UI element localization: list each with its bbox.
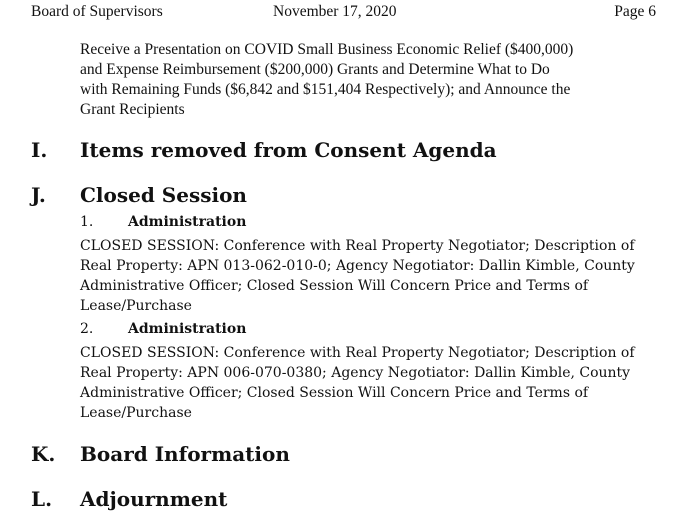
item-title: Administration [128,214,247,230]
section-title: Closed Session [80,183,247,207]
item-description: CLOSED SESSION: Conference with Real Property Negotiator; Description of Real Property: APN 013-062-010-0; Agency Negotiator: Dallin Kimble, County Administrative Officer; Closed Session Will Concern Price and Terms of Lease/Purchase [80,238,635,314]
section-letter: J. [31,183,46,207]
item-description: CLOSED SESSION: Conference with Real Property Negotiator; Description of Real Property: APN 006-070-0380; Agency Negotiator: Dallin Kimble, County Administrative Officer; Closed Session Will Concern Price and Terms of Lease/Purchase [80,345,635,421]
section-title: Adjournment [80,487,228,511]
intro-paragraph: Receive a Presentation on COVID Small Business Economic Relief ($400,000) and Expense Reimbursement ($200,000) Grants and Determine What to Do with Remaining Funds ($6,842 and $151,404 Respectively); and Announce the Grant Recipients [80,41,574,118]
item-number: 2. [80,321,94,337]
section-letter: I. [31,138,48,162]
header-board-name: Board of Supervisors [31,3,163,20]
section-title: Items removed from Consent Agenda [80,138,497,162]
header-date: November 17, 2020 [273,3,397,20]
item-title: Administration [128,321,247,337]
item-number: 1. [80,214,94,230]
section-letter: L. [31,487,53,511]
section-letter: K. [31,442,56,466]
header-page-number: Page 6 [614,3,656,20]
section-title: Board Information [80,442,290,466]
